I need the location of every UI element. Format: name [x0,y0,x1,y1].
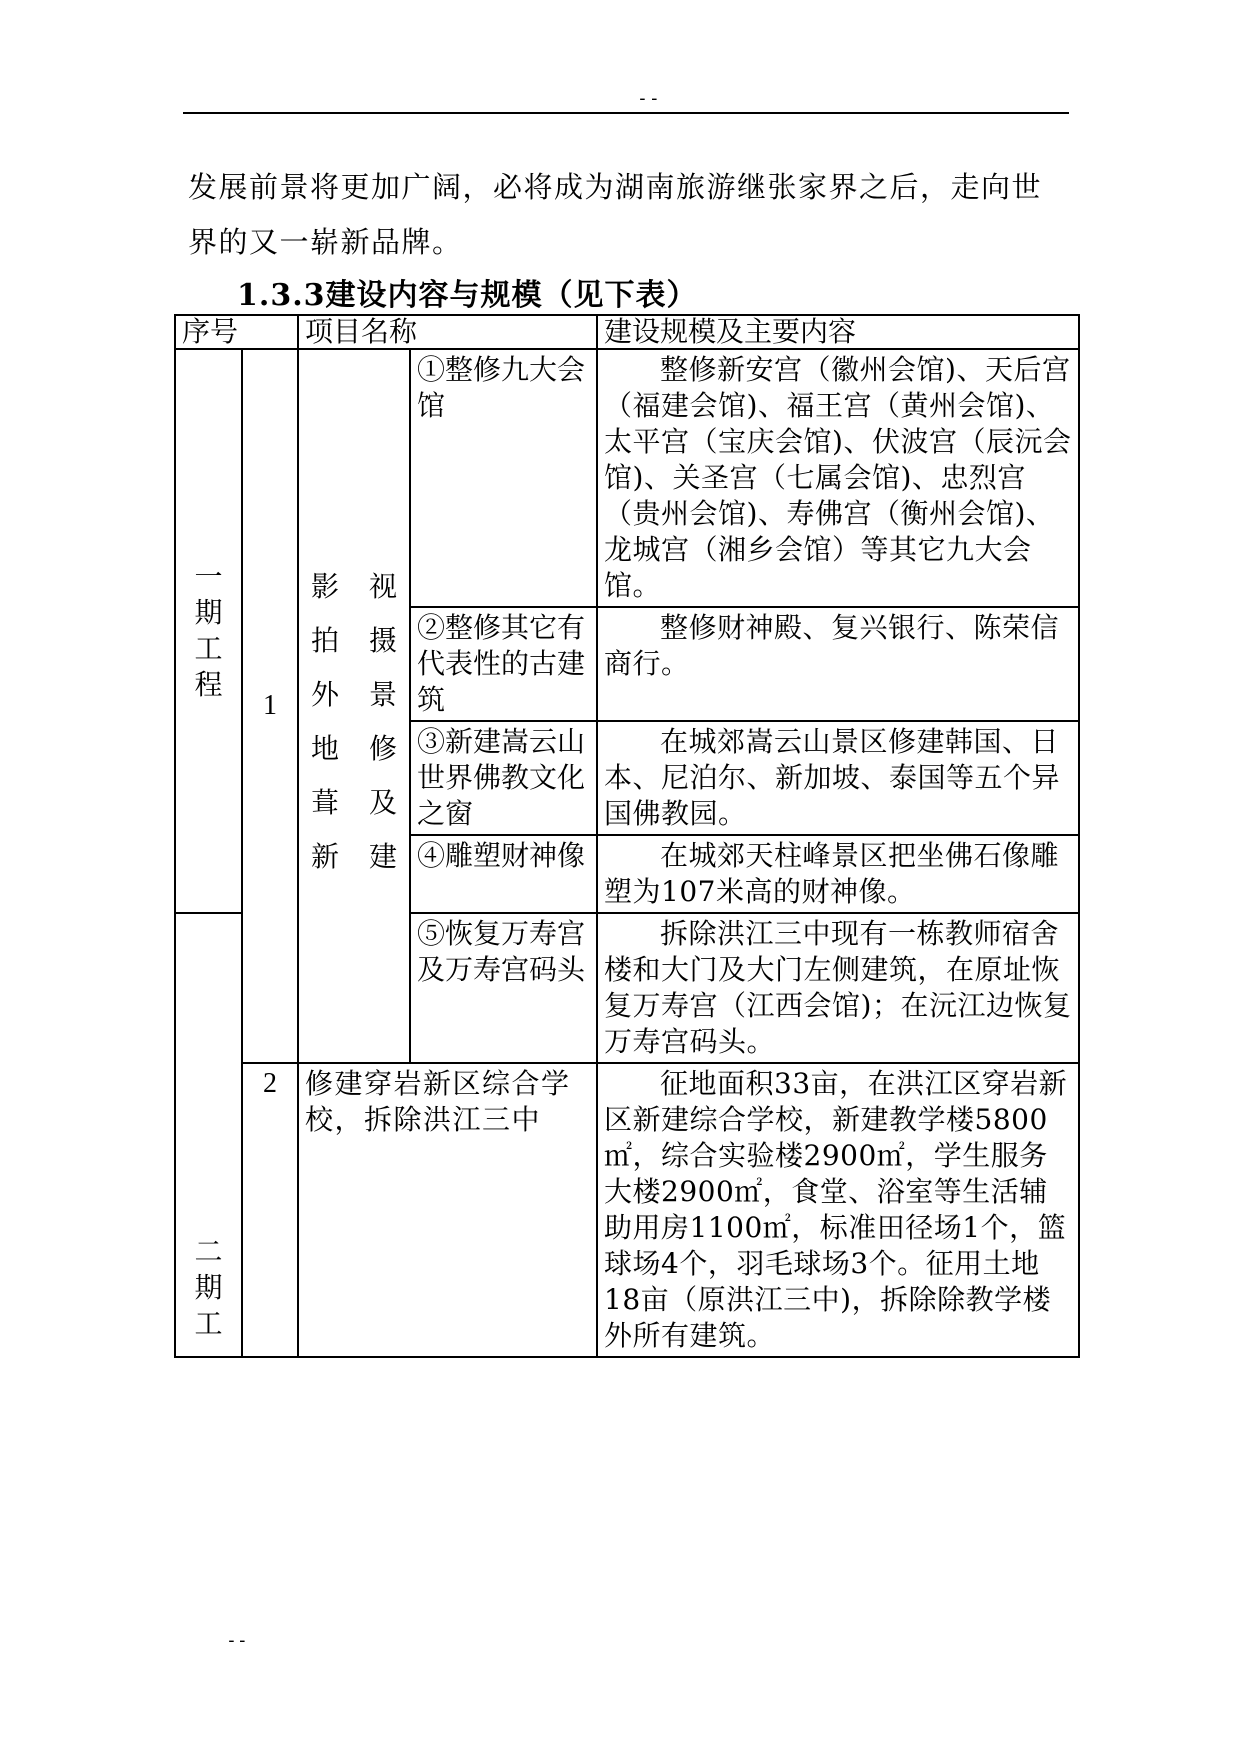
item-name: ⑤恢复万寿宫及万寿宫码头 [410,913,597,1063]
item-content: 征地面积33亩，在洪江区穿岩新区新建综合学校，新建教学楼5800㎡，综合实验楼2900㎡，学生服务大楼2900㎡，食堂、浴室等生活辅助用房1100㎡，标准田径场1个，篮球场4个，羽毛球场3个。征用土地18亩（原洪江三中)，拆除除教学楼外所有建筑。 [597,1063,1079,1357]
phase-one-char: 工 [194,632,223,665]
group-number: 1 [242,349,298,1063]
item-name: 修建穿岩新区综合学校，拆除洪江三中 [298,1063,597,1357]
group-number: 2 [242,1063,298,1357]
item-content: 在城郊天柱峰景区把坐佛石像雕塑为107米高的财神像。 [597,835,1079,913]
phase-two-char: 二 [194,1235,223,1268]
table-row [175,1063,1079,1357]
phase-one-label [175,349,242,913]
group-title-line: 外景 [311,678,398,711]
header-seq: 序号 [175,315,298,349]
item-name: ③新建嵩云山世界佛教文化之窗 [410,721,597,835]
item-content: 在城郊嵩云山景区修建韩国、日本、尼泊尔、新加坡、泰国等五个异国佛教园。 [597,721,1079,835]
group-title-line: 拍摄 [311,624,398,657]
group-title-line: 葺及 [311,786,398,819]
construction-table [174,314,1080,1358]
group-title-line: 新建 [311,840,398,873]
phase-one-char: 程 [194,668,223,701]
intro-paragraph: 发展前景将更加广阔，必将成为湖南旅游继张家界之后，走向世界的又一崭新品牌。 [188,170,1043,259]
header-content: 建设规模及主要内容 [597,315,1079,349]
phase-one-char: 一 [194,560,223,593]
header-divider [183,112,1069,114]
table-header-row [175,315,1079,349]
item-content: 拆除洪江三中现有一栋教师宿舍楼和大门及大门左侧建筑，在原址恢复万寿宫（江西会馆)；在沅江边恢复万寿宫码头。 [597,913,1079,1063]
phase-two-char: 工 [194,1307,223,1340]
phase-two-label [175,913,242,1357]
item-name: ②整修其它有代表性的古建筑 [410,607,597,721]
section-title: 1.3.3建设内容与规模（见下表） [237,278,698,313]
group-title-line: 影视 [311,570,398,603]
item-name: ④雕塑财神像 [410,835,597,913]
phase-two-char: 期 [194,1271,223,1304]
item-name: ①整修九大会馆 [410,349,597,607]
item-content: 整修新安宫（徽州会馆)、天后宫（福建会馆)、福王宫（黄州会馆)、太平宫（宝庆会馆)、伏波宫（辰沅会馆)、关圣宫（七属会馆)、忠烈宫（贵州会馆)、寿佛宫（衡州会馆)、龙城宫（湘乡会馆）等其它九大会馆。 [597,349,1079,607]
phase-one-char: 期 [194,596,223,629]
group-title [298,349,410,1063]
page-header-mark: -- [637,88,661,109]
table-row [175,349,1079,607]
group-title-line: 地修 [311,732,398,765]
header-name: 项目名称 [298,315,597,349]
page-footer-mark: -- [226,1630,248,1651]
item-content: 整修财神殿、复兴银行、陈荣信商行。 [597,607,1079,721]
